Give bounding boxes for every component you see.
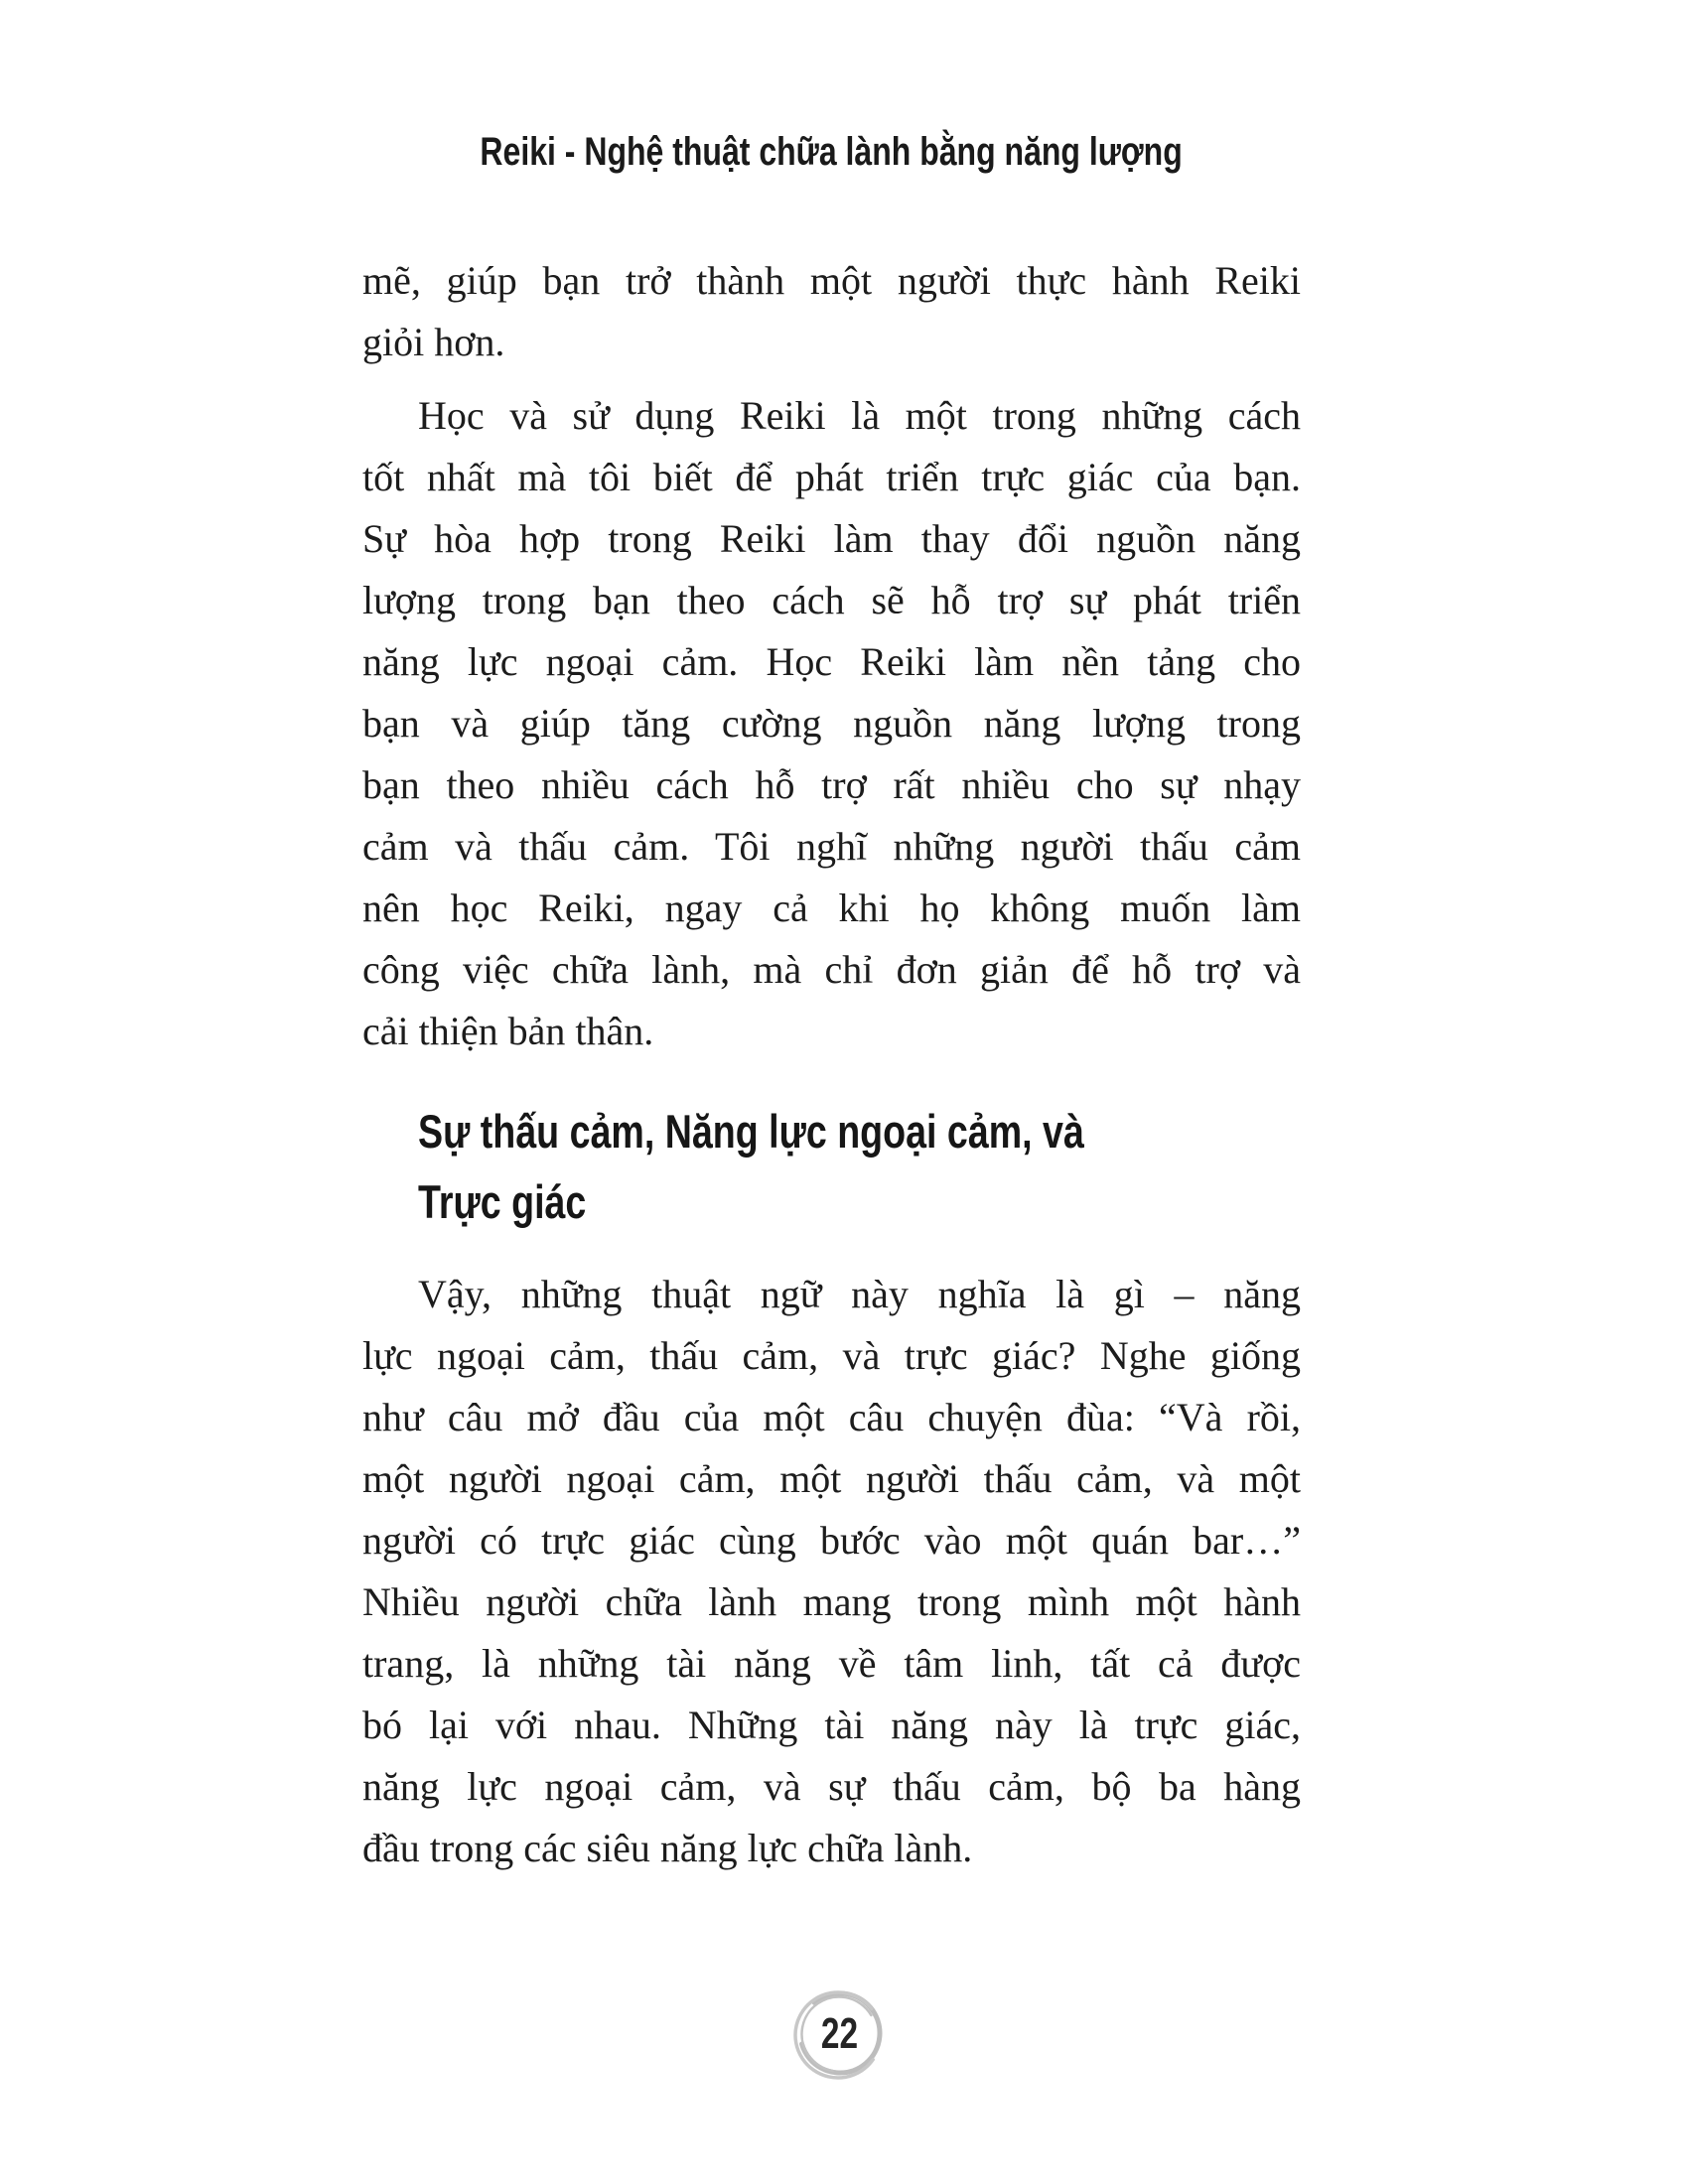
text-line: trang, là những tài năng về tâm linh, tất cả được bbox=[362, 1641, 1301, 1686]
text-line: Học và sử dụng Reiki là một trong những cách bbox=[418, 393, 1301, 438]
running-header-text: Reiki - Nghệ thuật chữa lành bằng năng lượng bbox=[480, 130, 1184, 174]
page-number bbox=[790, 1985, 888, 2083]
text-line: một người ngoại cảm, một người thấu cảm, và một bbox=[362, 1456, 1301, 1501]
text-line: nên học Reiki, ngay cả khi họ không muốn làm bbox=[362, 886, 1301, 930]
text-line: mẽ, giúp bạn trở thành một người thực hành Reiki bbox=[362, 258, 1301, 303]
paragraph-terms-meaning bbox=[362, 1264, 1301, 1879]
text-line: năng lực ngoại cảm. Học Reiki làm nền tảng cho bbox=[362, 639, 1301, 684]
text-line: năng lực ngoại cảm, và sự thấu cảm, bộ ba hàng bbox=[362, 1764, 1301, 1809]
page-number-badge bbox=[790, 1985, 888, 2083]
text-line: Sự hòa hợp trong Reiki làm thay đổi nguồn năng bbox=[362, 516, 1301, 561]
running-header bbox=[362, 129, 1301, 175]
text-line: bó lại với nhau. Những tài năng này là trực giác, bbox=[362, 1703, 1301, 1747]
text-line: Nhiều người chữa lành mang trong mình một hành bbox=[362, 1579, 1301, 1624]
text-line: cải thiện bản thân. bbox=[362, 1009, 654, 1053]
text-line: người có trực giác cùng bước vào một quán bar…” bbox=[362, 1518, 1301, 1563]
paragraph-learning-reiki bbox=[362, 385, 1301, 1062]
text-line: như câu mở đầu của một câu chuyện đùa: “Và rồi, bbox=[362, 1395, 1301, 1439]
text-line: lực ngoại cảm, thấu cảm, và trực giác? Nghe giống bbox=[362, 1333, 1301, 1378]
text-line: công việc chữa lành, mà chỉ đơn giản để hỗ trợ và bbox=[362, 947, 1301, 992]
text-line: tốt nhất mà tôi biết để phát triển trực giác của bạn. bbox=[362, 455, 1301, 499]
text-line: Vậy, những thuật ngữ này nghĩa là gì – năng bbox=[418, 1272, 1301, 1316]
paragraph-continuation bbox=[362, 250, 1301, 373]
text-line: bạn theo nhiều cách hỗ trợ rất nhiều cho sự nhạy bbox=[362, 762, 1301, 807]
page-number-text: 22 bbox=[820, 2009, 858, 2058]
text-line: Sự thấu cảm, Năng lực ngoại cảm, và bbox=[418, 1105, 1084, 1158]
text-line: đầu trong các siêu năng lực chữa lành. bbox=[362, 1826, 973, 1870]
text-line: bạn và giúp tăng cường nguồn năng lượng trong bbox=[362, 701, 1301, 746]
text-line: lượng trong bạn theo cách sẽ hỗ trợ sự phát triển bbox=[362, 578, 1301, 622]
text-line: cảm và thấu cảm. Tôi nghĩ những người thấu cảm bbox=[362, 824, 1301, 869]
text-line: giỏi hơn. bbox=[362, 320, 505, 364]
section-heading bbox=[418, 1096, 1312, 1237]
text-line: Trực giác bbox=[418, 1175, 587, 1228]
